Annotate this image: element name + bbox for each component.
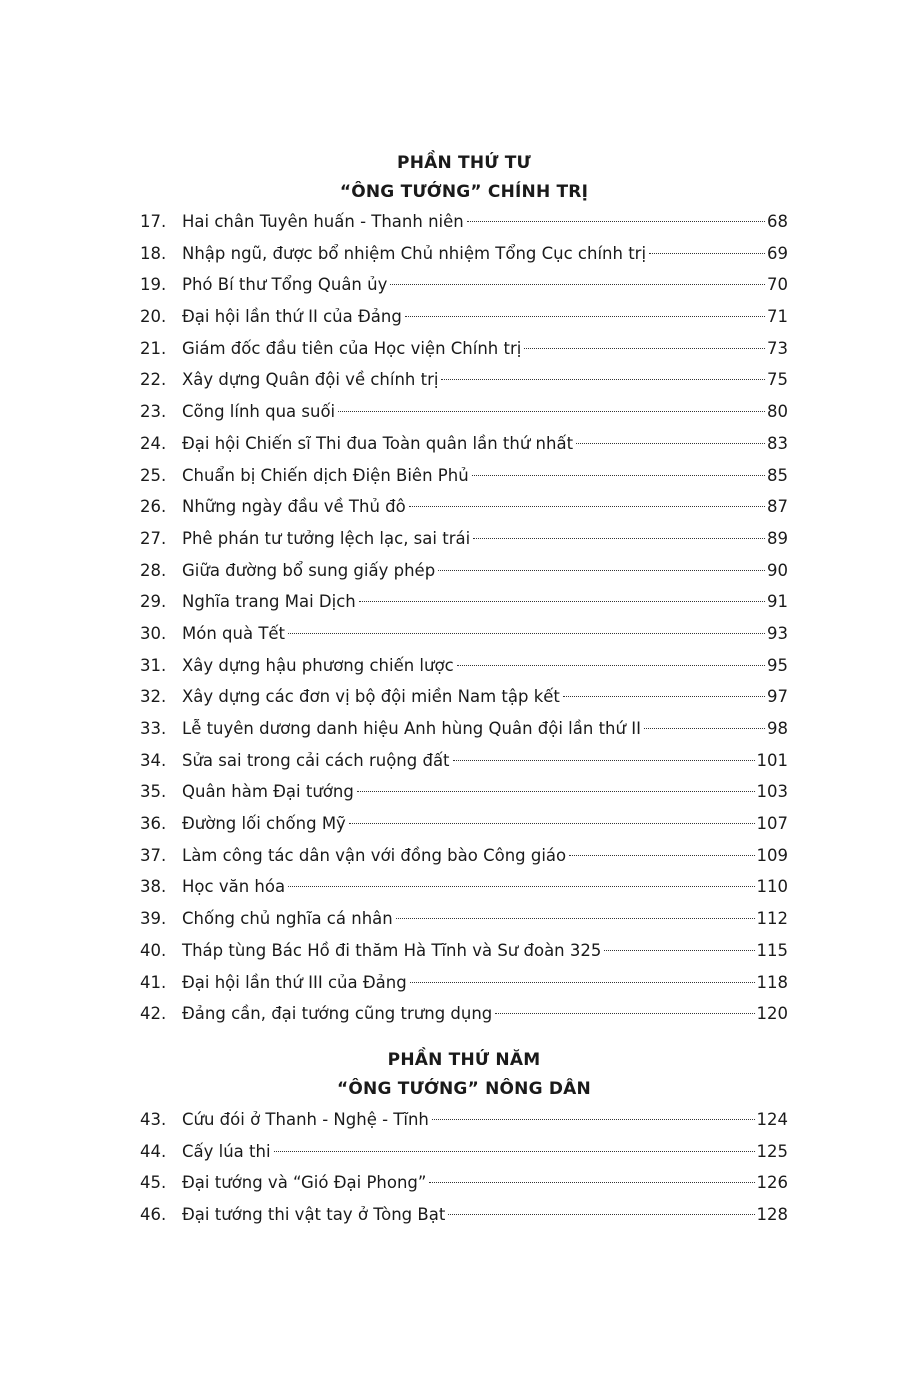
toc-entry-title: Học văn hóa — [182, 877, 286, 897]
toc-list-section-4 — [140, 206, 788, 1030]
toc-entry — [140, 364, 788, 396]
section-heading-4 — [140, 149, 788, 207]
toc-entry-page-number: 125 — [756, 1141, 788, 1161]
dot-leader — [338, 411, 765, 412]
toc-entry — [140, 713, 788, 745]
toc-entry-page-number: 120 — [756, 1004, 788, 1024]
toc-entry-title: Phê phán tư tưởng lệch lạc, sai trái — [182, 528, 471, 548]
toc-entry — [140, 967, 788, 999]
toc-entry-page-number: 98 — [767, 719, 788, 738]
toc-entry-title: Nghĩa trang Mai Dịch — [182, 592, 356, 612]
dot-leader — [473, 538, 765, 539]
toc-entry-number: 39. — [140, 909, 167, 929]
toc-entry-page-number: 126 — [756, 1173, 788, 1193]
toc-entry-title: Chuẩn bị Chiến dịch Điện Biên Phủ — [182, 465, 469, 485]
toc-entry-page-number: 89 — [767, 528, 788, 548]
toc-entry-title: Đại tướng thi vật tay ở Tòng Bạt — [182, 1205, 446, 1225]
toc-entry-page-number: 95 — [767, 655, 788, 675]
toc-entry-number: 27. — [140, 528, 167, 548]
toc-entry-title: Đại hội lần thứ III của Đảng — [182, 972, 407, 992]
toc-entry-number: 32. — [140, 687, 167, 707]
toc-entry-number: 26. — [140, 497, 167, 517]
toc-entry-page-number: 80 — [767, 402, 788, 422]
toc-entry-page-number: 90 — [767, 560, 788, 580]
toc-entry-number: 21. — [140, 338, 167, 358]
toc-entry-title: Cõng lính qua suối — [182, 402, 336, 422]
dot-leader — [390, 284, 765, 285]
toc-entry-number: 40. — [140, 940, 167, 960]
toc-entry-page-number: 75 — [767, 370, 788, 390]
toc-entry — [140, 396, 788, 428]
dot-leader — [357, 791, 755, 792]
toc-entry — [140, 491, 788, 523]
toc-entry-title: Đảng cần, đại tướng cũng trưng dụng — [182, 1004, 493, 1024]
dot-leader — [524, 348, 765, 349]
toc-entry-page-number: 85 — [767, 465, 788, 485]
toc-entry — [140, 840, 788, 872]
dot-leader — [288, 886, 754, 887]
section-title: PHẦN THỨ NĂM — [387, 1050, 541, 1070]
toc-entry-page-number: 83 — [767, 433, 788, 453]
toc-entry-page-number: 71 — [767, 307, 788, 327]
toc-entry-title: Đại hội lần thứ II của Đảng — [182, 307, 402, 327]
dot-leader — [448, 1214, 754, 1215]
toc-entry-page-number: 124 — [756, 1110, 788, 1129]
toc-entry-number: 43. — [140, 1110, 167, 1129]
toc-entry-title: Nhập ngũ, được bổ nhiệm Chủ nhiệm Tổng Cục chính trị — [182, 243, 647, 263]
section-title: PHẦN THỨ TƯ — [397, 153, 531, 173]
toc-entry — [140, 618, 788, 650]
toc-entry-number: 38. — [140, 877, 167, 897]
toc-entry-number: 37. — [140, 845, 167, 865]
toc-entry-title: Hai chân Tuyên huấn - Thanh niên — [182, 212, 464, 231]
section-subtitle: “ÔNG TƯỚNG” CHÍNH TRỊ — [339, 182, 589, 202]
toc-entry-title: Lễ tuyên dương danh hiệu Anh hùng Quân đội lần thứ II — [182, 719, 641, 738]
toc-entry-number: 46. — [140, 1205, 167, 1225]
toc-entry-title: Xây dựng các đơn vị bộ đội miền Nam tập kết — [182, 687, 560, 707]
dot-leader — [288, 633, 765, 634]
toc-entry-title: Phó Bí thư Tổng Quân ủy — [182, 275, 388, 295]
dot-leader — [349, 823, 755, 824]
toc-entry-page-number: 107 — [756, 814, 788, 834]
toc-entry-title: Cấy lúa thi — [182, 1141, 271, 1161]
toc-entry — [140, 1167, 788, 1199]
toc-entry-number: 25. — [140, 465, 167, 485]
toc-entry — [140, 333, 788, 365]
dot-leader — [405, 316, 765, 317]
toc-list-section-5 — [140, 1104, 788, 1231]
toc-entry-page-number: 103 — [756, 782, 788, 802]
toc-entry — [140, 935, 788, 967]
toc-entry — [140, 1136, 788, 1168]
toc-entry-number: 33. — [140, 719, 167, 738]
toc-entry-title: Sửa sai trong cải cách ruộng đất — [182, 750, 450, 770]
toc-entry-page-number: 118 — [756, 972, 788, 992]
toc-entry — [140, 681, 788, 713]
toc-entry-title: Làm công tác dân vận với đồng bào Công giáo — [182, 845, 567, 865]
toc-entry-number: 45. — [140, 1173, 167, 1193]
dot-leader — [429, 1182, 754, 1183]
toc-entry-page-number: 93 — [767, 623, 788, 643]
toc-entry-title: Cứu đói ở Thanh - Nghệ - Tĩnh — [182, 1110, 429, 1129]
toc-entry — [140, 1199, 788, 1231]
toc-entry-title: Tháp tùng Bác Hồ đi thăm Hà Tĩnh và Sư đoàn 325 — [182, 940, 602, 960]
toc-entry-title: Giám đốc đầu tiên của Học viện Chính trị — [182, 338, 522, 358]
toc-entry — [140, 650, 788, 682]
toc-entry-number: 20. — [140, 307, 167, 327]
toc-entry — [140, 428, 788, 460]
toc-entry — [140, 460, 788, 492]
toc-entry-page-number: 110 — [756, 877, 788, 897]
toc-entry — [140, 1104, 788, 1136]
toc-entry-title: Món quà Tết — [182, 623, 286, 643]
toc-entry-number: 41. — [140, 972, 167, 992]
dot-leader — [410, 982, 755, 983]
toc-entry-number: 29. — [140, 592, 167, 612]
toc-entry — [140, 745, 788, 777]
dot-leader — [576, 443, 765, 444]
toc-entry-page-number: 115 — [756, 940, 788, 960]
toc-entry-page-number: 109 — [756, 845, 788, 865]
toc-entry-number: 35. — [140, 782, 167, 802]
toc-entry — [140, 903, 788, 935]
section-subtitle: “ÔNG TƯỚNG” NÔNG DÂN — [337, 1079, 591, 1099]
toc-entry-number: 30. — [140, 623, 167, 643]
dot-leader — [467, 221, 765, 222]
toc-entry-number: 23. — [140, 402, 167, 422]
dot-leader — [457, 665, 765, 666]
dot-leader — [495, 1013, 754, 1014]
toc-entry-number: 44. — [140, 1141, 167, 1161]
toc-entry — [140, 301, 788, 333]
toc-entry-title: Chống chủ nghĩa cá nhân — [182, 909, 393, 929]
toc-entry-title: Xây dựng Quân đội về chính trị — [182, 370, 439, 390]
toc-entry-page-number: 112 — [756, 909, 788, 929]
toc-entry — [140, 269, 788, 301]
toc-entry-number: 28. — [140, 560, 167, 580]
dot-leader — [432, 1119, 755, 1120]
section-heading-5 — [140, 1046, 788, 1104]
toc-entry-number: 19. — [140, 275, 167, 295]
toc-entry-title: Đường lối chống Mỹ — [182, 814, 346, 834]
toc-entry-page-number: 69 — [767, 243, 788, 263]
toc-entry — [140, 808, 788, 840]
dot-leader — [644, 728, 765, 729]
toc-entry-title: Đại hội Chiến sĩ Thi đua Toàn quân lần thứ nhất — [182, 433, 574, 453]
toc-entry-page-number: 68 — [767, 212, 788, 231]
toc-entry — [140, 206, 788, 238]
toc-entry — [140, 555, 788, 587]
dot-leader — [409, 506, 765, 507]
dot-leader — [438, 570, 765, 571]
dot-leader — [396, 918, 755, 919]
toc-entry-page-number: 101 — [756, 750, 788, 770]
toc-entry-number: 34. — [140, 750, 167, 770]
toc-entry-title: Giữa đường bổ sung giấy phép — [182, 560, 436, 580]
toc-entry-number: 36. — [140, 814, 167, 834]
toc-entry-page-number: 128 — [756, 1205, 788, 1225]
toc-entry-page-number: 70 — [767, 275, 788, 295]
toc-entry-page-number: 87 — [767, 497, 788, 517]
toc-entry-title: Những ngày đầu về Thủ đô — [182, 497, 406, 517]
toc-entry — [140, 238, 788, 270]
dot-leader — [441, 379, 765, 380]
dot-leader — [569, 855, 754, 856]
toc-entry-page-number: 97 — [767, 687, 788, 707]
toc-entry-number: 31. — [140, 655, 167, 675]
toc-entry-number: 18. — [140, 243, 167, 263]
toc-entry-number: 42. — [140, 1004, 167, 1024]
toc-entry — [140, 586, 788, 618]
toc-entry-title: Quân hàm Đại tướng — [182, 782, 354, 802]
dot-leader — [649, 253, 765, 254]
dot-leader — [563, 696, 765, 697]
dot-leader — [472, 475, 765, 476]
dot-leader — [453, 760, 755, 761]
toc-entry-page-number: 91 — [767, 592, 788, 612]
toc-entry — [140, 871, 788, 903]
dot-leader — [274, 1151, 755, 1152]
toc-entry — [140, 998, 788, 1030]
toc-entry-number: 17. — [140, 212, 167, 231]
toc-entry-number: 22. — [140, 370, 167, 390]
dot-leader — [359, 601, 765, 602]
toc-entry-title: Đại tướng và “Gió Đại Phong” — [182, 1173, 427, 1193]
toc-entry-page-number: 73 — [767, 338, 788, 358]
dot-leader — [604, 950, 754, 951]
toc-entry — [140, 776, 788, 808]
toc-entry-title: Xây dựng hậu phương chiến lược — [182, 655, 454, 675]
toc-entry-number: 24. — [140, 433, 167, 453]
toc-entry — [140, 523, 788, 555]
